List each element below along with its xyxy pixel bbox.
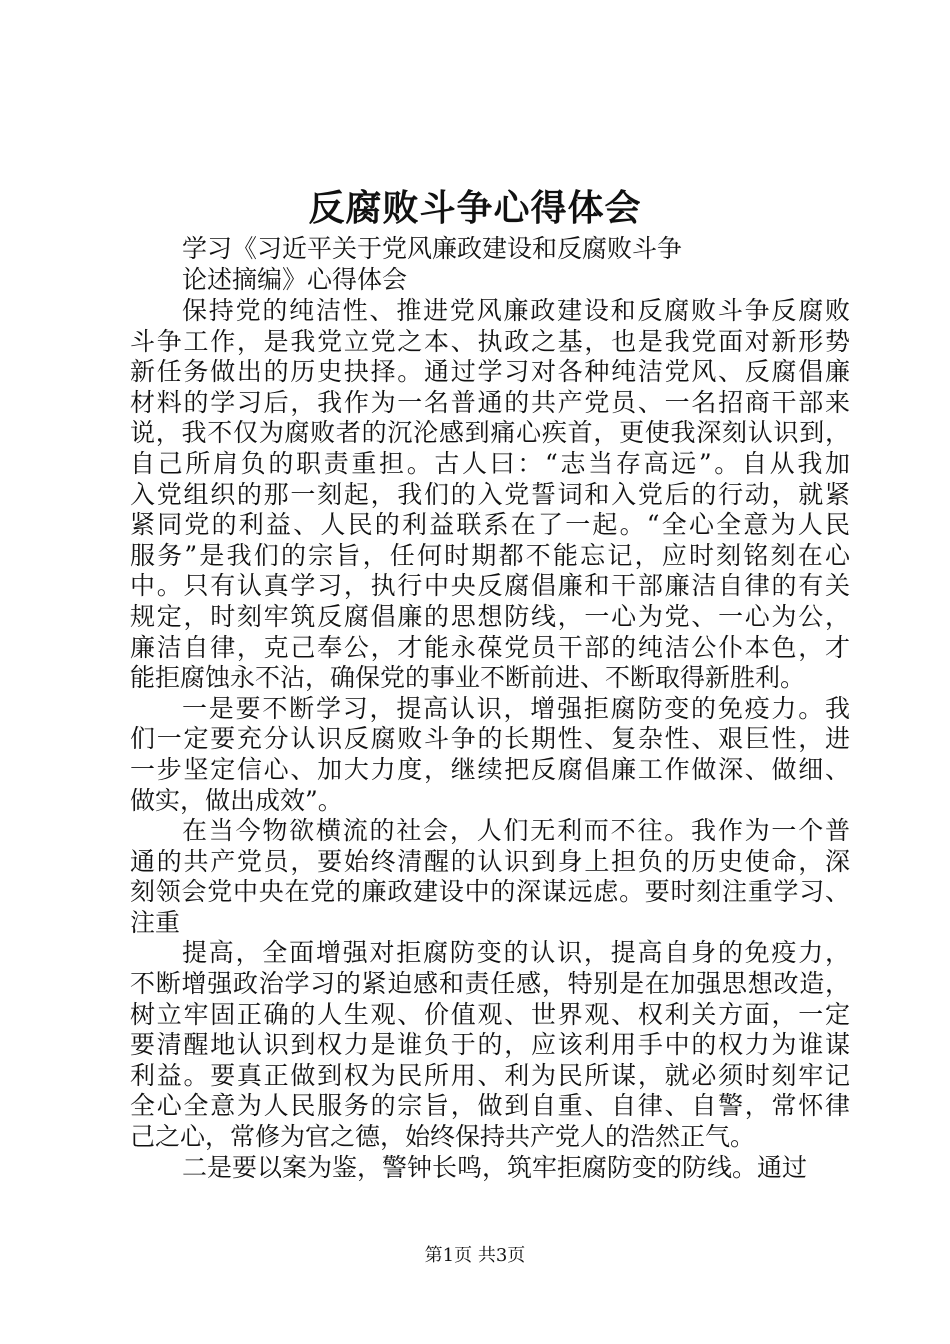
paragraph (130, 938, 850, 1152)
text-line: 树立牢固正确的人生观、价值观、世界观、权利关方面，一定 (130, 999, 850, 1029)
text-line: 说，我不仅为腐败者的沉沦感到痛心疾首，更使我深刻认识到， (130, 418, 850, 448)
text-line: 做实，做出成效”。 (130, 785, 343, 815)
text-line: 材料的学习后，我作为一名普通的共产党员、一名招商干部来 (130, 387, 850, 417)
text-line: 廉洁自律，克己奉公，才能永葆党员干部的纯洁公仆本色，才 (130, 632, 850, 662)
text-line: 服务”是我们的宗旨，任何时期都不能忘记，应时刻铭刻在心 (130, 540, 850, 570)
subtitle (182, 234, 842, 295)
text-line: 能拒腐蚀永不沾，确保党的事业不断前进、不断取得新胜利。 (130, 663, 806, 693)
text-line: 己之心，常修为官之德，始终保持共产党人的浩然正气。 (130, 1122, 756, 1152)
text-line: 自己所肩负的职责重担。古人曰：“志当存高远”。自从我加 (130, 448, 850, 478)
text-line: 在当今物欲横流的社会，人们无利而不往。我作为一个普 (182, 816, 850, 846)
text-line: 二是要以案为鉴，警钟长鸣，筑牢拒腐防变的防线。通过 (182, 1152, 808, 1182)
text-line: 利益。要真正做到权为民所用、利为民所谋，就必须时刻牢记 (130, 1060, 850, 1090)
text-line: 注重 (130, 907, 181, 937)
text-line: 中。只有认真学习，执行中央反腐倡廉和干部廉洁自律的有关 (130, 571, 850, 601)
text-line: 紧同党的利益、人民的利益联系在了一起。“全心全意为人民 (130, 510, 850, 540)
text-line: 提高，全面增强对拒腐防变的认识，提高自身的免疫力， (182, 938, 850, 968)
text-line: 一是要不断学习，提高认识，增强拒腐防变的免疫力。我 (182, 693, 850, 723)
text-line: 要清醒地认识到权力是谁负于的，应该利用手中的权力为谁谋 (130, 1030, 850, 1060)
paragraph (130, 816, 850, 938)
text-line: 们一定要充分认识反腐败斗争的长期性、复杂性、艰巨性，进 (130, 724, 850, 754)
subtitle-line: 学习《习近平关于党风廉政建设和反腐败斗争 (182, 234, 683, 263)
text-line: 入党组织的那一刻起，我们的入党誓词和入党后的行动，就紧 (130, 479, 850, 509)
page-title: 反腐败斗争心得体会 (308, 187, 642, 229)
paragraph (130, 296, 850, 694)
text-line: 通的共产党员，要始终清醒的认识到身上担负的历史使命，深 (130, 846, 850, 876)
text-line: 新任务做出的历史抉择。通过学习对各种纯洁党风、反腐倡廉 (130, 357, 850, 387)
text-line: 一步坚定信心、加大力度，继续把反腐倡廉工作做深、做细、 (130, 754, 850, 784)
text-line: 斗争工作，是我党立党之本、执政之基，也是我党面对新形势 (130, 326, 850, 356)
text-line: 刻领会党中央在党的廉政建设中的深谋远虑。要时刻注重学习、 (130, 877, 850, 907)
text-line: 保持党的纯洁性、推进党风廉政建设和反腐败斗争反腐败 (182, 296, 850, 325)
text-line: 不断增强政治学习的紧迫感和责任感，特别是在加强思想改造， (130, 969, 850, 999)
body-text (130, 296, 850, 1183)
text-line: 规定，时刻牢筑反腐倡廉的思想防线，一心为党、一心为公， (130, 601, 850, 631)
page-footer: 第1页 共3页 (424, 1245, 526, 1266)
text-line: 全心全意为人民服务的宗旨，做到自重、自律、自警，常怀律 (130, 1091, 850, 1121)
subtitle-line: 论述摘编》心得体会 (182, 264, 408, 294)
paragraph (130, 694, 850, 816)
paragraph (130, 1153, 850, 1184)
